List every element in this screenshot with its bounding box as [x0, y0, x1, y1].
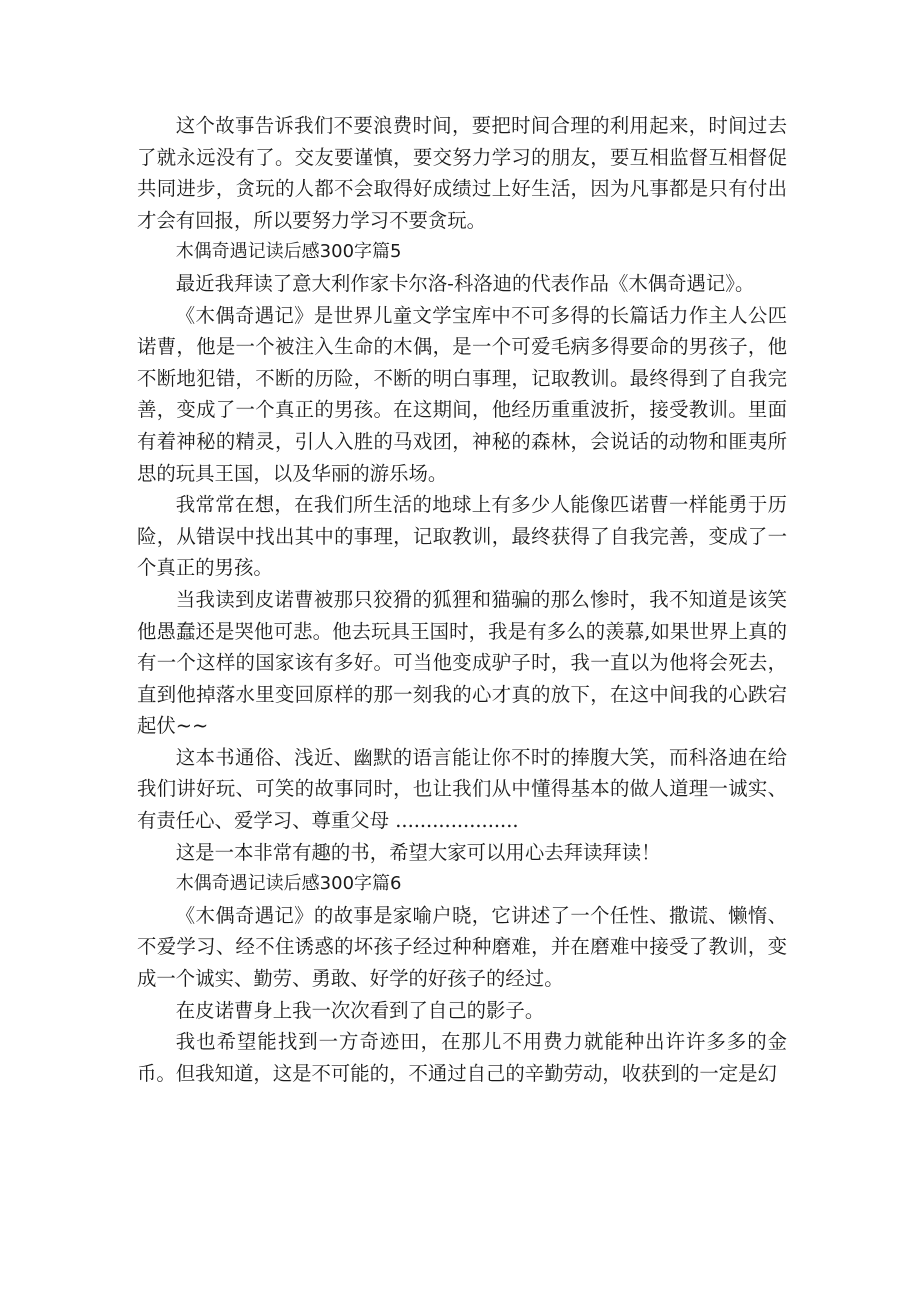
paragraph: 当我读到皮诺曹被那只狡猾的狐狸和猫骗的那么惨时，我不知道是该笑他愚蠢还是哭他可悲。他去玩具王国时，我是有多么的羡慕,如果世界上真的有一个这样的国家该有多好。可当他变成驴子时，我一直以为他将会死去，直到他掉落水里变回原样的那一刻我的心才真的放下，在这中间我的心跌宕起伏~~ [137, 587, 787, 738]
paragraph: 我常常在想，在我们所生活的地球上有多少人能像匹诺曹一样能勇于历险，从错误中找出其中的事理，记取教训，最终获得了自我完善，变成了一个真正的男孩。 [137, 493, 787, 580]
document-page [137, 110, 787, 1089]
section-heading: 木偶奇遇记读后感300字篇6 [175, 873, 402, 895]
paragraph: 我也希望能找到一方奇迹田，在那儿不用费力就能种出许许多多的金币。但我知道，这是不可能的，不通过自己的辛勤劳动，收获到的一定是幻 [137, 1030, 787, 1085]
paragraph: 《木偶奇遇记》是世界儿童文学宝库中不可多得的长篇话力作主人公匹诺曹，他是一个被注入生命的木偶，是一个可爱毛病多得要命的男孩子，他不断地犯错，不断的历险，不断的明白事理，记取教训。最终得到了自我完善，变成了一个真正的男孩。在这期间，他经历重重波折，接受教训。里面有着神秘的精灵，引人入胜的马戏团，神秘的森林，会说话的动物和匪夷所思的玩具王国，以及华丽的游乐场。 [137, 303, 787, 485]
paragraph: 这是一本非常有趣的书，希望大家可以用心去拜读拜读！ [175, 840, 661, 864]
paragraph: 《木偶奇遇记》的故事是家喻户晓，它讲述了一个任性、撒谎、懒惰、不爱学习、经不住诱惑的坏孩子经过种种磨难，并在磨难中接受了教训，变成一个诚实、勤劳、勇敢、好学的好孩子的经过。 [137, 903, 787, 991]
paragraph: 这本书通俗、浅近、幽默的语言能让你不时的捧腹大笑，而科洛迪在给我们讲好玩、可笑的故事同时，也让我们从中懂得基本的做人道理一诚实、有责任心、爱学习、尊重父母 .................... [137, 745, 787, 833]
section-heading: 木偶奇遇记读后感300字篇5 [175, 241, 402, 263]
paragraph: 最近我拜读了意大利作家卡尔洛-科洛迪的代表作品《木偶奇遇记》。 [175, 271, 755, 295]
paragraph: 这个故事告诉我们不要浪费时间，要把时间合理的利用起来，时间过去了就永远没有了。交友要谨慎，要交努力学习的朋友，要互相监督互相督促共同进步，贪玩的人都不会取得好成绩过上好生活，因为凡事都是只有付出才会有回报，所以要努力学习不要贪玩。 [137, 114, 787, 232]
paragraph: 在皮诺曹身上我一次次看到了自己的影子。 [175, 998, 545, 1022]
